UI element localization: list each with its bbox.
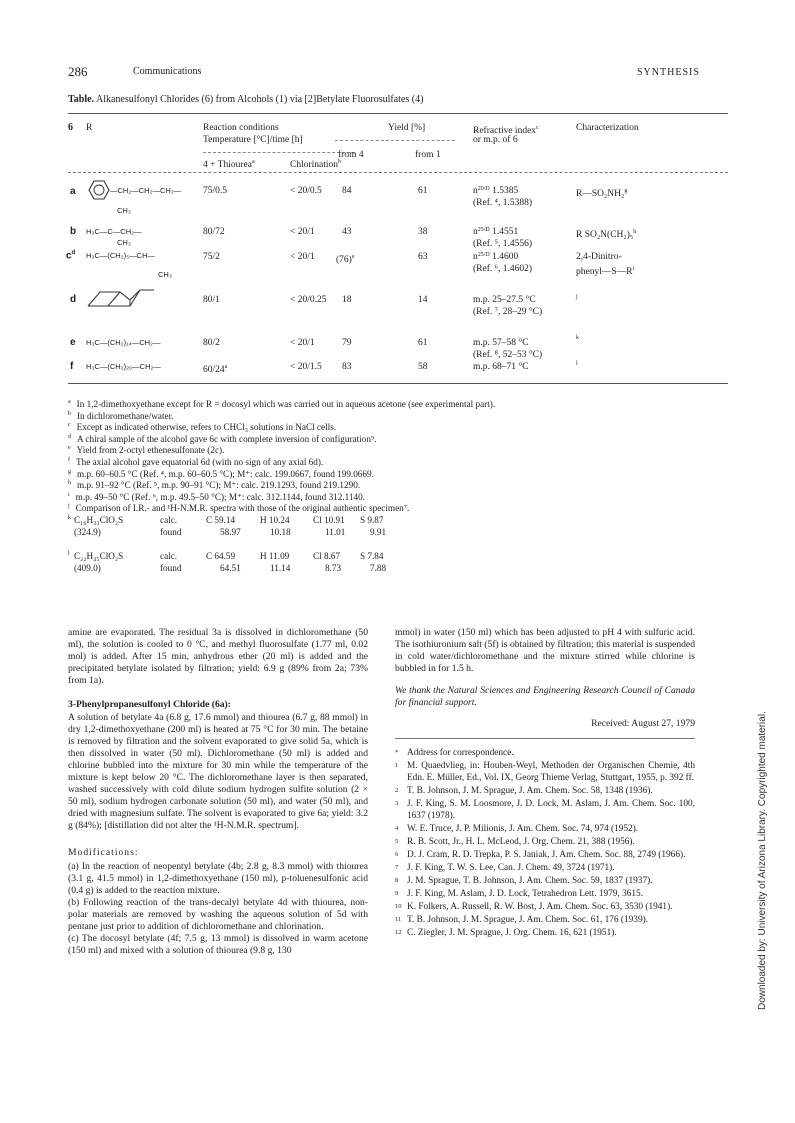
reference-item [395,785,695,797]
right-column [395,627,695,940]
elemental-C: C 59.14 [206,515,236,525]
row-yield1: 61 [418,186,428,196]
references-rule [395,738,695,739]
reference-item [395,836,695,848]
elemental-S: S 7.84 [360,551,384,561]
reference-text: T. B. Johnson, J. M. Sprague, J. Am. Chem. Soc. 58, 1348 (1936). [407,785,653,796]
reference-text: J. F. King, S. M. Loosmore, J. D. Lock, M. Aslam, J. Am. Chem. Soc. 100, 1637 (1978). [407,798,695,821]
reference-text: T. B. Johnson, J. M. Sprague, J. Am. Chem. Soc. 61, 176 (1939). [407,914,649,925]
row-label: f [70,361,74,372]
reference-text: J. F. King, M. Aslam, J. D. Lock, Tetrahedron Lett. 1979, 3615. [407,888,643,899]
paragraph: (a) In the reaction of neopentyl betylate (4b; 2.8 g, 8.3 mmol) with thiourea (3.1 g, 41.5 mmol) in 1,2-dimethoxyethane (150 ml), p-toluenesulfonic acid (0.4 g) is added to the reaction mixture. [68,860,368,896]
header-characterization: Characterization [576,123,639,133]
reference-item [395,927,695,939]
reference-item [395,862,695,874]
journal-name: SYNTHESIS [637,67,700,78]
row-yield4: 79 [342,338,352,348]
elemental-f: C₁₆H₃₃ClO₂S [74,515,124,525]
row-chlorination: < 20/1 [290,252,315,262]
row-characterization: R SO₂N(CH₂)₅$^h$ [576,229,637,241]
reference-item [395,901,695,913]
reference-number: 8 [395,876,399,884]
elemental-Cl: Cl 10.91 [313,515,345,525]
row-characterization: l [576,361,578,367]
reference-text: J. F. King, T. W. S. Lee, Can. J. Chem. 49, 3724 (1971). [407,862,615,873]
table-caption [68,94,423,105]
row-label: b [70,226,77,237]
elemental-f: C₂₂H₄₅ClO₂S [74,551,124,561]
reference-number: * [395,748,399,756]
elemental-Hf: 10.18 [270,527,291,537]
footnote: $^h$ m.p. 91–92 °C (Ref. ⁵, m.p. 90–91 °C); M⁺: calc. 219.1293, found 219.1290. [68,480,361,491]
row-yield4: 83 [342,362,352,372]
reference-item [395,760,695,784]
elemental-calc: calc. [160,551,178,561]
reference-text: Address for correspondence. [407,747,514,758]
row-thiourea: 80/72 [203,227,225,237]
row-characterization: 2,4-Dinitro- [576,252,622,262]
reference-number: 2 [395,786,399,794]
row-thiourea: 80/2 [203,338,220,348]
paragraph: mmol) in water (150 ml) which has been adjusted to pH 4 with sulfuric acid. The isothiuronium salt (5f) is obtained by filtration; this material is suspended in cold water/dichloromethane and the mixture stirred while chlorine is bubbled in for 1.5 h. [395,627,695,675]
paragraph: (b) Following reaction of the trans-decalyl betylate 4d with thiourea, non-polar materials are removed by washing the aqueous solution of 5d with pentane just prior to addition of dichloromethane and chlorination. [68,896,368,933]
reference-text: J. M. Sprague, T. B. Johnson, J. Am. Chem. Soc. 59, 1837 (1937). [407,875,653,886]
reference-item [395,849,695,861]
row-refractive: m.p. 25–27.5 °C [473,295,536,305]
row-label: $c^d$ [66,250,76,262]
row-characterization-2: $phenyl—S—R^i$ [576,266,635,278]
elemental-mw: (324.9) [74,527,101,537]
reference-number: 12 [395,928,402,936]
page-number: 286 [68,64,88,79]
elemental-Sf: 9.91 [370,527,387,537]
elemental-Sf: 7.88 [370,563,387,573]
decalyl-ring-icon [86,286,158,315]
header-refractive: Refractive index$^c$ [473,125,539,137]
row-thiourea: 80/1 [203,295,220,305]
row-yield4: $(76)^e$ [336,254,355,266]
elemental-found: found [160,527,182,537]
elemental-calc: calc. [160,515,178,525]
table-caption-label: Table. [68,94,95,105]
row-yield1: 38 [418,227,428,237]
header-r: R [86,123,93,133]
footnote: $^j$ Comparison of I.R.- and ¹H-N.M.R. spectra with those of the original authentic specimen⁷. [68,503,410,514]
row-yield1: 63 [418,252,428,262]
row-yield1: 14 [418,295,428,305]
paragraph: amine are evaporated. The residual 3a is dissolved in dichloromethane (50 ml), the solution is cooled to 0 °C, and methyl fluorosulfate (1.77 ml, 0.02 mol) is added. After 15 min, anhydrous ether (20 ml) is added and the precipitated betylate isolated by filtration; yield: 6.9 g (89% from 2a; 73% from 1a). [68,627,368,687]
elemental-Clf: 11.01 [325,527,346,537]
reference-item [395,914,695,926]
reference-number: 3 [395,799,399,807]
row-thiourea: 75/2 [203,252,220,262]
row-characterization: R—SO₂NH₂$^g$ [576,188,628,200]
paragraph: A solution of betylate 4a (6.8 g, 17.6 mmol) and thiourea (6.7 g, 88 mmol) in dry 1,2-dimethoxyethane (200 ml) is heated at 75 °C for 30 min. The betaine is removed by filtration and the solvent evaporated to give solid 5a, which is then dissolved in water (50 ml). Dichloromethane (50 ml) is added and chlorine bubbled into the mixture for 30 min while the temperature of the mixture is kept below 20 °C. The dichloromethane layer is then separated, washed successively with cold dilute sodium hydrogen sulfite solution (2 × 50 ml), sodium hydrogen carbonate solution (50 ml), and water (50 ml), and dried with magnesium sulfate. The solvent is evaporated to give 6a; yield: 3.2 g (84%); [distillation did not alter the ¹H-N.M.R. spectrum]. [68,711,368,832]
footnote: $^a$ In 1,2-dimethoxyethane except for R = docosyl which was carried out in aqueous acetone (see experimental part). [68,399,496,410]
row-chlorination: < 20/1 [290,227,315,237]
table-bottom-rule [68,383,728,384]
row-structure-top: CH₃ [117,206,131,215]
elemental-Cf: 58.97 [220,527,241,537]
acknowledgement: We thank the Natural Sciences and Engineering Research Council of Canada for financial support. [395,685,695,709]
row-structure: H₃C—(CH₂)₂₀—CH₂— [86,362,161,371]
header-reaction: Reaction conditions [203,123,279,133]
received-date: Received: August 27, 1979 [591,717,695,729]
row-structure-bottom: CH₃ [158,270,172,279]
row-yield4: 18 [342,295,352,305]
row-refractive-ref: (Ref. ⁷, 28–29 °C) [473,307,543,317]
table-top-rule [68,113,728,114]
footnote: $^b$ In dichloromethane/water. [68,410,174,421]
row-refractive: $n^{20/D}$ 1.5385 [473,186,519,196]
elemental-marker: k [68,515,71,521]
header-6: 6 [68,122,73,133]
row-characterization: j [576,294,578,300]
download-notice: Downloaded by: University of Arizona Library. Copyrighted material. [757,711,768,1010]
benzene-ring-icon [88,180,110,205]
elemental-Hf: 11.14 [270,563,291,573]
footnote: $^d$ A chiral sample of the alcohol gave 6c with complete inversion of configuration⁹. [68,433,377,444]
row-refractive: m.p. 57–58 °C [473,338,529,348]
elemental-S: S 9.87 [360,515,384,525]
elemental-C: C 64.59 [206,551,236,561]
reference-text: K. Folkers, A. Russell, R. W. Bost, J. Am. Chem. Soc. 63, 3530 (1941). [407,901,673,912]
paragraph: (c) The docosyl betylate (4f; 7.5 g, 13 mmol) is dissolved in warm acetone (150 ml) and mixed with a solution of thiourea (9.8 g, 130 [68,933,368,957]
footnote: $^e$ Yield from 2-octyl ethenesulfonate (2c). [68,445,225,456]
row-structure: H₃C—(CH₂)₁₄—CH₂— [86,338,161,347]
left-column [68,627,368,957]
header-temperature: Temperature [°C]/time [h] [203,135,303,145]
row-structure: H₃C—C—CH₂— [86,227,142,236]
row-thiourea: 75/0.5 [203,186,228,196]
reference-text: M. Quaedvlieg, in: Houben-Weyl, Methoden der Organischen Chemie, 4th Edn. E. Müller, Ed., Vol. IX, Georg Thieme Verlag, Stuttgart, 1955, p. 392 ff. [407,760,695,783]
elemental-mw: (409.0) [74,563,101,573]
row-refractive: $n^{25/D}$ 1.4600 [473,252,519,262]
header-thiourea: 4 + Thiourea$^a$ [203,159,255,171]
elemental-Clf: 8.73 [325,563,342,573]
row-refractive-ref: (Ref. ⁶, 1.4602) [473,264,532,274]
reference-number: 4 [395,824,399,832]
row-refractive-ref: (Ref. ⁴, 1.5388) [473,198,532,208]
section-heading: 3-Phenylpropanesulfonyl Chloride (6a): [68,699,231,711]
row-label: d [70,294,77,305]
header-from4: from 4 [338,150,364,160]
reference-item [395,747,695,759]
row-yield4: 43 [342,227,352,237]
elemental-Cl: Cl 8.67 [313,551,341,561]
row-label: a [70,186,76,197]
header-chlorination: Chlorination$^b$ [290,159,342,171]
reference-item [395,888,695,900]
header-yield: Yield [%] [388,123,426,133]
row-chlorination: < 20/0.5 [290,186,322,196]
row-chlorination: < 20/1 [290,338,315,348]
footnote: $^f$ The axial alcohol gave equatorial 6d (with no sign of any axial 6d). [68,457,324,468]
reference-item [395,875,695,887]
reference-number: 1 [395,761,399,769]
header-subrule [203,152,355,153]
header-yield-rule [335,140,455,141]
reference-item [395,798,695,822]
row-yield4: 84 [342,186,352,196]
row-yield1: 61 [418,338,428,348]
reference-number: 9 [395,889,399,897]
row-chlorination: < 20/1.5 [290,362,322,372]
reference-number: 5 [395,837,399,845]
row-refractive-ref: (Ref. ⁸, 52–53 °C) [473,350,543,360]
footnote: $^i$ m.p. 49–50 °C (Ref. ⁶, m.p. 49.5–50 °C); M⁺: calc. 312.1144, found 312.1140. [68,491,365,502]
table-header-rule [68,172,728,173]
table-caption-text: Alkanesulfonyl Chlorides (6) from Alcohols (1) via [2]Betylate Fluorosulfates (4) [94,94,424,105]
elemental-found: found [160,563,182,573]
row-structure: H₃C—(CH₂)₅—CH— [86,251,155,260]
row-refractive: m.p. 68–71 °C [473,362,529,372]
section-heading: Modifications: [68,846,139,858]
reference-item [395,823,695,835]
footnote: $^c$ Except as indicated otherwise, refers to CHCl₃ solutions in NaCl cells. [68,422,337,433]
row-structure-bottom: CH₃ [117,238,131,247]
references-list [395,747,695,939]
header-mp: or m.p. of 6 [473,135,518,145]
section-title: Communications [133,66,202,77]
reference-number: 10 [395,902,402,910]
footnote: $^g$ m.p. 60–60.5 °C (Ref. ⁴, m.p. 60–60.5 °C); M⁺: calc. 199.0667, found 199.0669. [68,468,374,479]
elemental-marker: l [68,551,70,557]
elemental-Cf: 64.51 [220,563,241,573]
reference-number: 6 [395,850,399,858]
row-refractive-ref: (Ref. ⁵, 1.4556) [473,239,532,249]
row-structure: —CH₂—CH₂—CH₂— [110,186,182,195]
reference-text: C. Ziegler, J. M. Sprague, J. Org. Chem. 16, 621 (1951). [407,927,617,938]
header-from1: from 1 [415,150,441,160]
reference-number: 11 [395,915,402,923]
row-chlorination: < 20/0.25 [290,295,327,305]
row-characterization: k [576,335,579,341]
elemental-H: H 11.09 [260,551,290,561]
row-refractive: $n^{25/D}$ 1.4551 [473,227,519,237]
reference-number: 7 [395,863,399,871]
reference-text: D. J. Cram, R. D. Trepka, P. S. Janiak, J. Am. Chem. Soc. 88, 2749 (1966). [407,849,686,860]
reference-text: W. E. Truce, J. P. Milionis, J. Am. Chem. Soc. 74, 974 (1952). [407,823,639,834]
row-thiourea: 60/24$^a$ [203,364,228,376]
row-label: e [70,337,76,348]
row-yield1: 58 [418,362,428,372]
reference-text: R. B. Scott, Jr., H. L. McLeod, J. Org. Chem. 21, 388 (1956). [407,836,635,847]
elemental-H: H 10.24 [260,515,290,525]
